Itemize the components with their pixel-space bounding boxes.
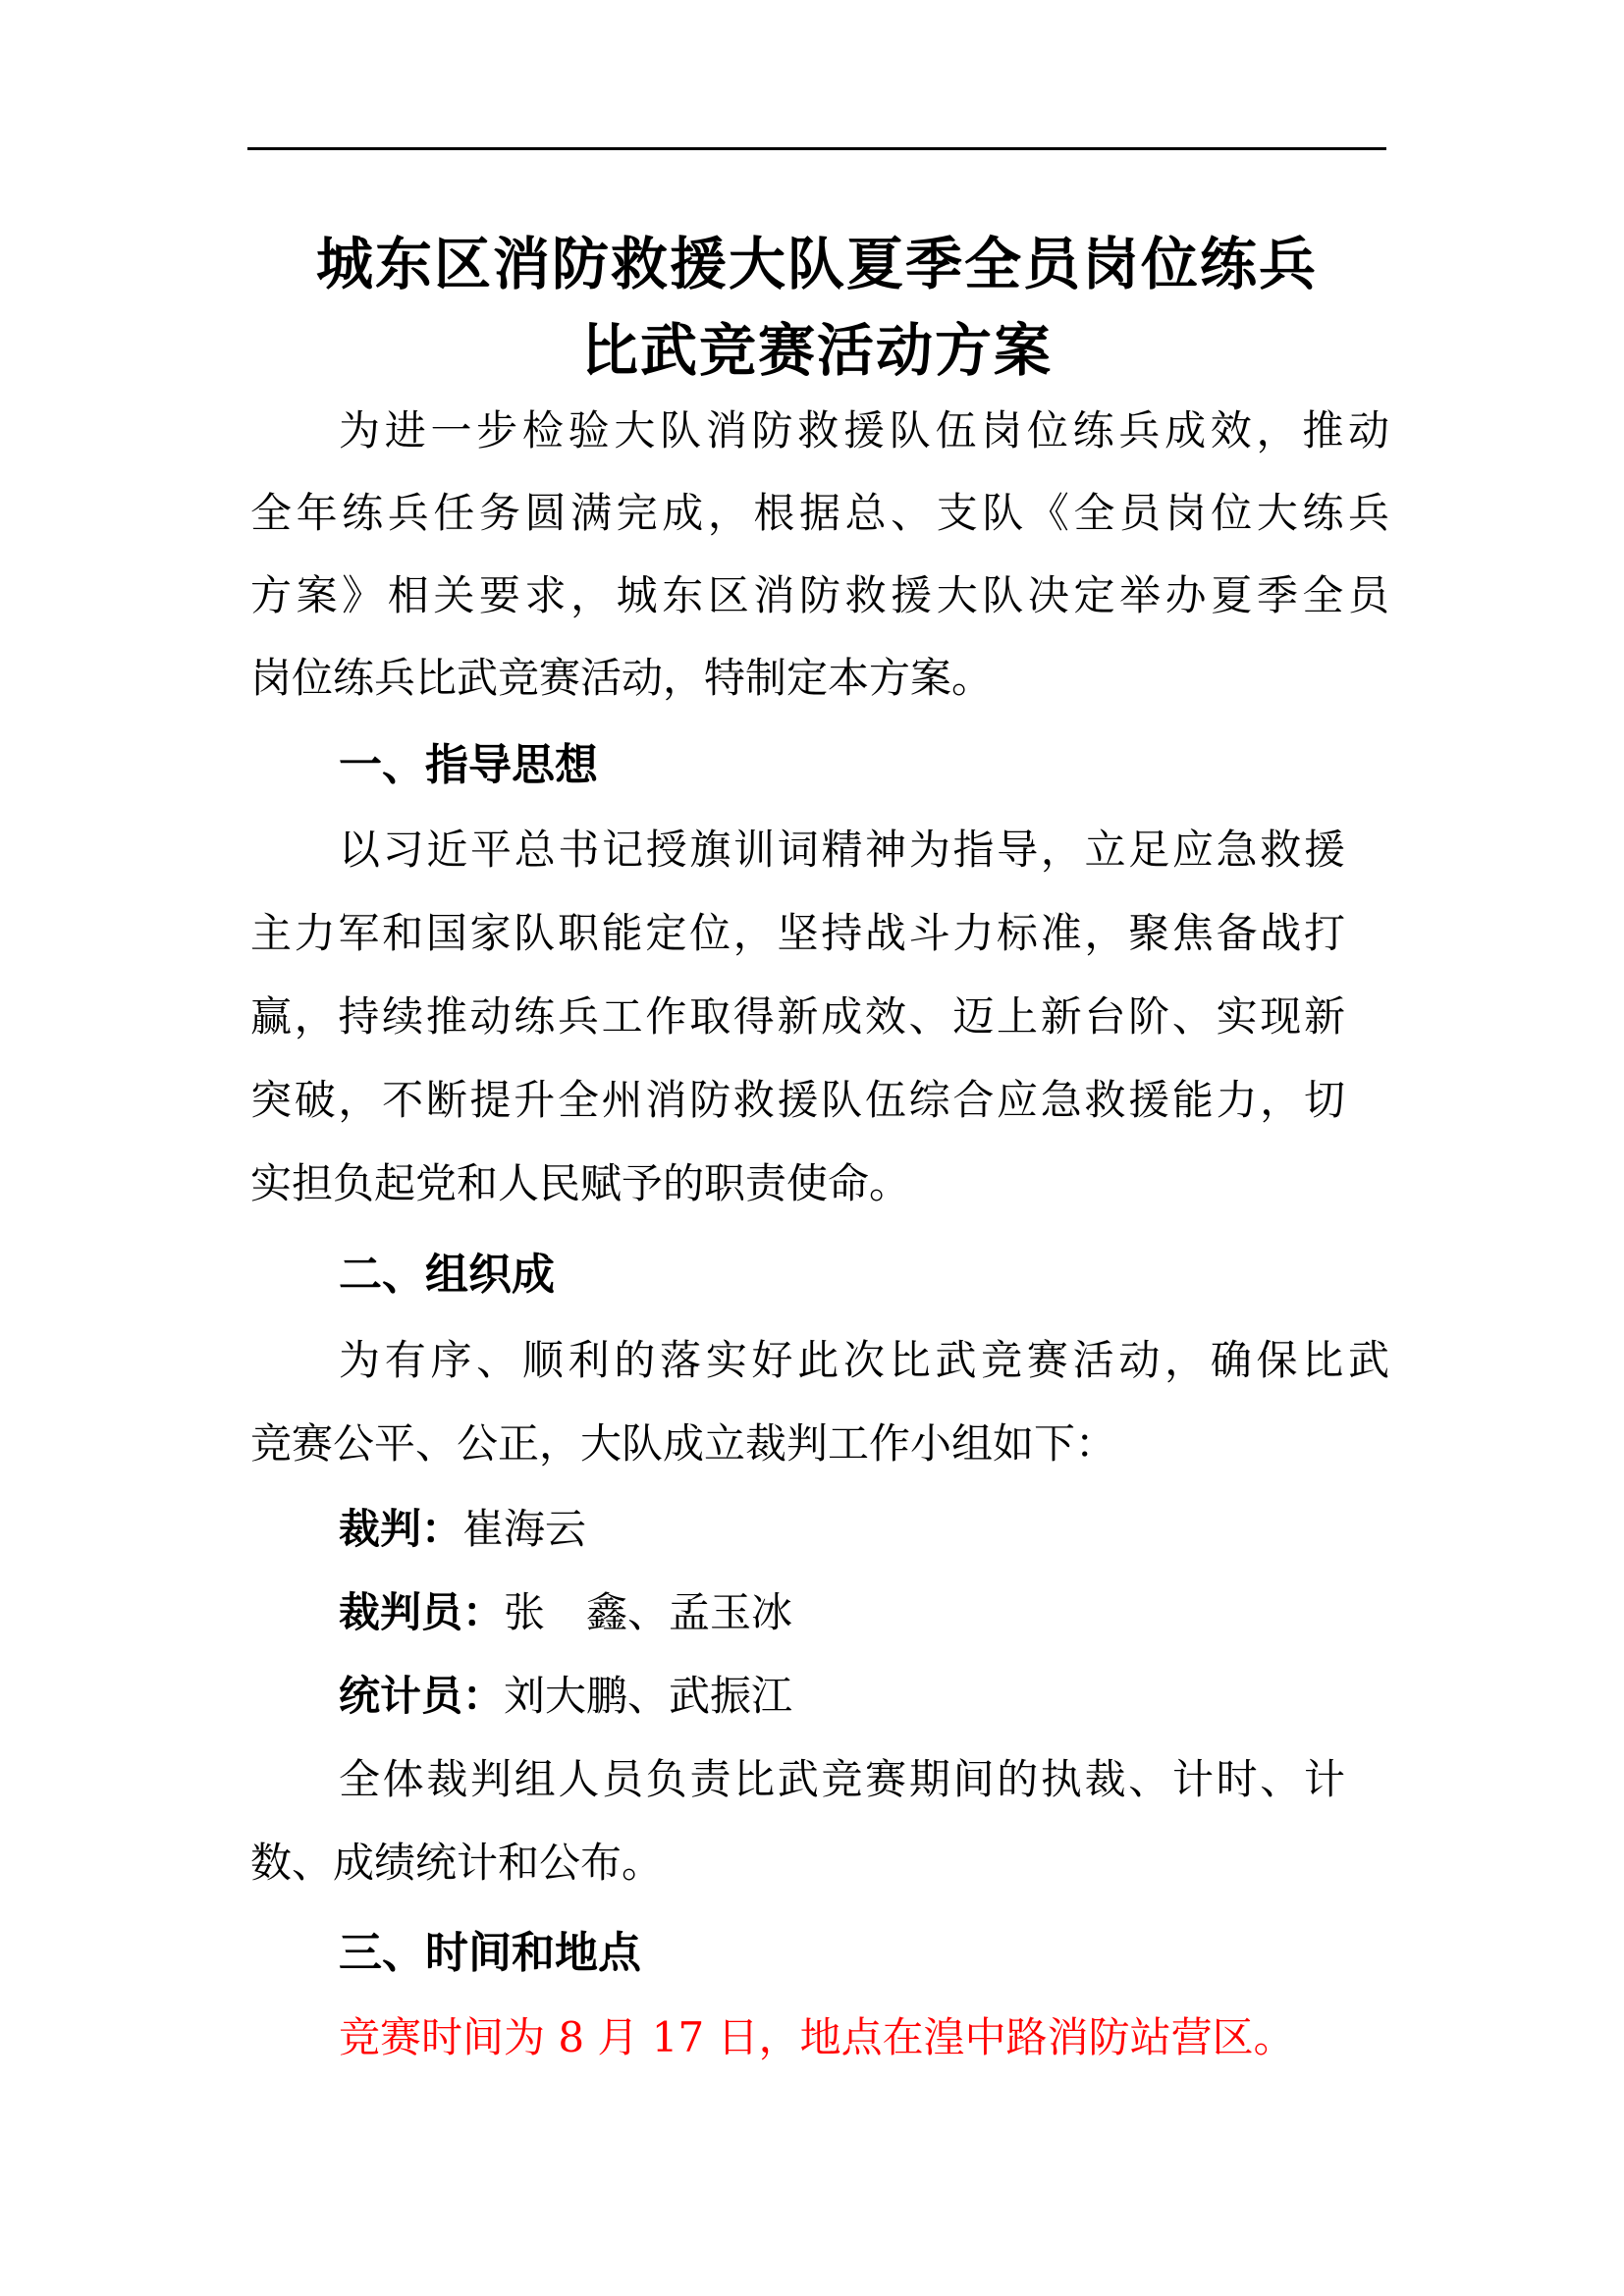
intro-line: 为进一步检验大队消防救援队伍岗位练兵成效，推动 <box>339 406 1389 454</box>
section2-line: 为有序、顺利的落实好此次比武竞赛活动，确保比武 <box>339 1336 1389 1384</box>
section1-line: 突破，不断提升全州消防救援队伍综合应急救援能力，切 <box>250 1076 1345 1124</box>
intro-line: 全年练兵任务圆满完成，根据总、支队《全员岗位大练兵 <box>250 489 1389 537</box>
header-rule <box>247 147 1386 150</box>
section1-line: 赢，持续推动练兵工作取得新成效、迈上新台阶、实现新 <box>250 992 1345 1041</box>
role-referees <box>339 1588 793 1636</box>
intro-line: 方案》相关要求，城东区消防救援大队决定举办夏季全员 <box>250 571 1389 619</box>
section1-line: 实担负起党和人民赋予的职责使命。 <box>250 1159 911 1207</box>
role-value: 刘大鹏、武振江 <box>504 1672 793 1720</box>
section2-line: 竞赛公平、公正，大队成立裁判工作小组如下： <box>250 1419 1117 1468</box>
section2-closing-line: 全体裁判组人员负责比武竞赛期间的执裁、计时、计 <box>339 1755 1345 1803</box>
role-label: 统计员： <box>339 1672 505 1720</box>
role-value: 崔海云 <box>462 1505 587 1553</box>
section-heading-time-place: 三、时间和地点 <box>339 1928 641 1978</box>
section-heading-organization: 二、组织成 <box>339 1250 555 1300</box>
role-label: 裁判员： <box>339 1588 505 1636</box>
section1-line: 主力军和国家队职能定位，坚持战斗力标准，聚焦备战打 <box>250 909 1345 957</box>
document-title-line-2: 比武竞赛活动方案 <box>580 317 1053 384</box>
role-referee <box>339 1505 587 1553</box>
intro-line: 岗位练兵比武竞赛活动，特制定本方案。 <box>250 654 994 702</box>
role-value: 张 鑫、孟玉冰 <box>504 1588 793 1636</box>
section2-closing-line: 数、成绩统计和公布。 <box>250 1839 664 1887</box>
role-label: 裁判： <box>339 1505 463 1553</box>
section-heading-guiding-thought: 一、指导思想 <box>339 740 598 790</box>
document-title-line-1: 城东区消防救援大队夏季全员岗位练兵 <box>315 231 1318 297</box>
section1-line: 以习近平总书记授旗训词精神为指导，立足应急救援 <box>339 826 1345 874</box>
time-place-line: 竞赛时间为 8 月 17 日，地点在湟中路消防站营区。 <box>339 2013 1295 2061</box>
role-statisticians <box>339 1672 793 1720</box>
